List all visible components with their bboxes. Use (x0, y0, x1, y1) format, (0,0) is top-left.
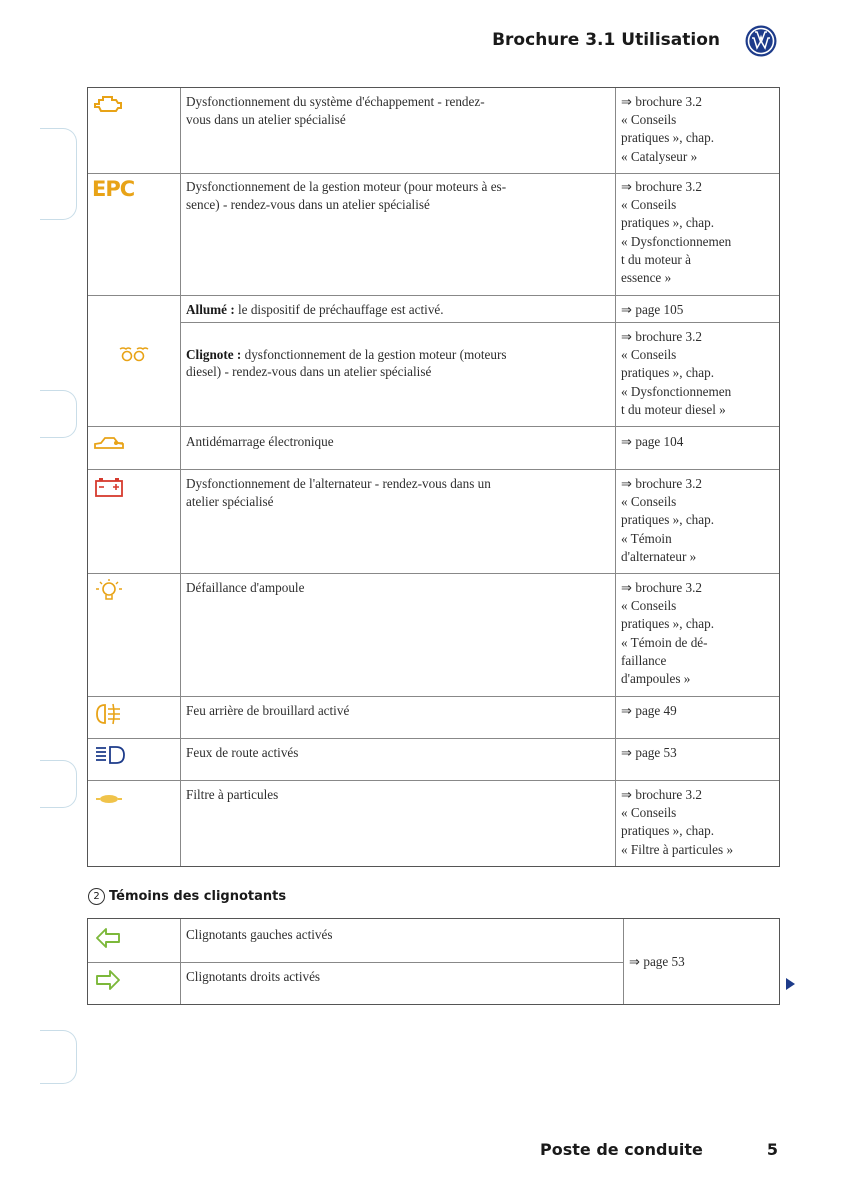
section-number: 2 (88, 888, 105, 905)
row-reference: ⇒ brochure 3.2 « Conseils pratiques », chap. « Dysfonctionnemen t du moteur à essence » (621, 179, 732, 286)
page-footer (540, 1140, 780, 1159)
row-reference: ⇒ brochure 3.2 « Conseils pratiques », chap. « Filtre à particules » (621, 787, 734, 857)
bulb-failure-icon (94, 578, 124, 604)
left-turn-signal-icon (94, 926, 122, 950)
epc-warning-icon: EPC (92, 177, 135, 201)
row-reference: ⇒ page 53 (629, 954, 685, 969)
row-label: Clignote : (186, 346, 242, 362)
particulate-filter-icon (94, 792, 124, 806)
row-description: Dysfonctionnement du système d'échappement - rendez- vous dans un atelier spécialisé (186, 94, 485, 127)
row-description: Antidémarrage électronique (186, 434, 334, 449)
row-reference: ⇒ page 104 (621, 434, 684, 449)
footer-title: Poste de conduite (540, 1140, 703, 1159)
row-description: Dysfonctionnement de l'alternateur - rendez-vous dans un atelier spécialisé (186, 476, 491, 509)
vw-logo-icon (744, 24, 778, 58)
row-reference: ⇒ brochure 3.2 « Conseils pratiques », chap. « Dysfonctionnemen t du moteur diesel » (621, 329, 732, 417)
section-title-text: Témoins des clignotants (109, 889, 287, 904)
page-number: 5 (766, 1140, 778, 1159)
right-turn-signal-icon (94, 968, 122, 992)
row-description: Filtre à particules (186, 787, 279, 802)
continue-arrow-icon (786, 978, 795, 990)
row-description: Dysfonctionnement de la gestion moteur (pour moteurs à es- sence) - rendez-vous dans un atelier spécialisé (186, 179, 507, 212)
row-text: dysfonctionnement de la gestion moteur (moteurs diesel) - rendez-vous dans un atelier spécialisé (186, 346, 507, 379)
row-description: Clignotants gauches activés (186, 927, 333, 942)
row-description: Clignotants droits activés (186, 969, 321, 984)
row-description: Feu arrière de brouillard activé (186, 703, 350, 718)
warning-lights-table (87, 87, 780, 867)
section-title (88, 888, 286, 905)
row-reference: ⇒ page 105 (621, 302, 684, 317)
row-description: Défaillance d'ampoule (186, 580, 305, 595)
row-reference: ⇒ brochure 3.2 « Conseils pratiques », chap. « Témoin de dé- faillance d'ampoules » (621, 580, 715, 687)
exhaust-warning-icon (92, 92, 126, 114)
margin-mark (40, 1030, 77, 1084)
margin-mark (40, 390, 77, 438)
row-reference: ⇒ brochure 3.2 « Conseils pratiques », chap. « Catalyseur » (621, 94, 715, 164)
row-label: Allumé : (186, 302, 235, 317)
turn-signals-table (87, 918, 780, 1005)
high-beam-icon (94, 744, 126, 766)
row-description (186, 328, 606, 381)
margin-mark (40, 760, 77, 808)
page-header-title: Brochure 3.1 Utilisation (492, 30, 720, 50)
immobilizer-icon (92, 433, 126, 455)
battery-alternator-icon (94, 476, 124, 498)
row-reference: ⇒ page 53 (621, 745, 677, 760)
row-reference: ⇒ page 49 (621, 703, 677, 718)
row-description (186, 301, 606, 319)
glow-plug-icon (118, 346, 150, 362)
row-text: le dispositif de préchauffage est activé. (234, 302, 444, 317)
margin-mark (40, 128, 77, 220)
rear-fog-light-icon (94, 702, 124, 726)
row-description: Feux de route activés (186, 745, 299, 760)
row-reference: ⇒ brochure 3.2 « Conseils pratiques », chap. « Témoin d'alternateur » (621, 476, 715, 564)
